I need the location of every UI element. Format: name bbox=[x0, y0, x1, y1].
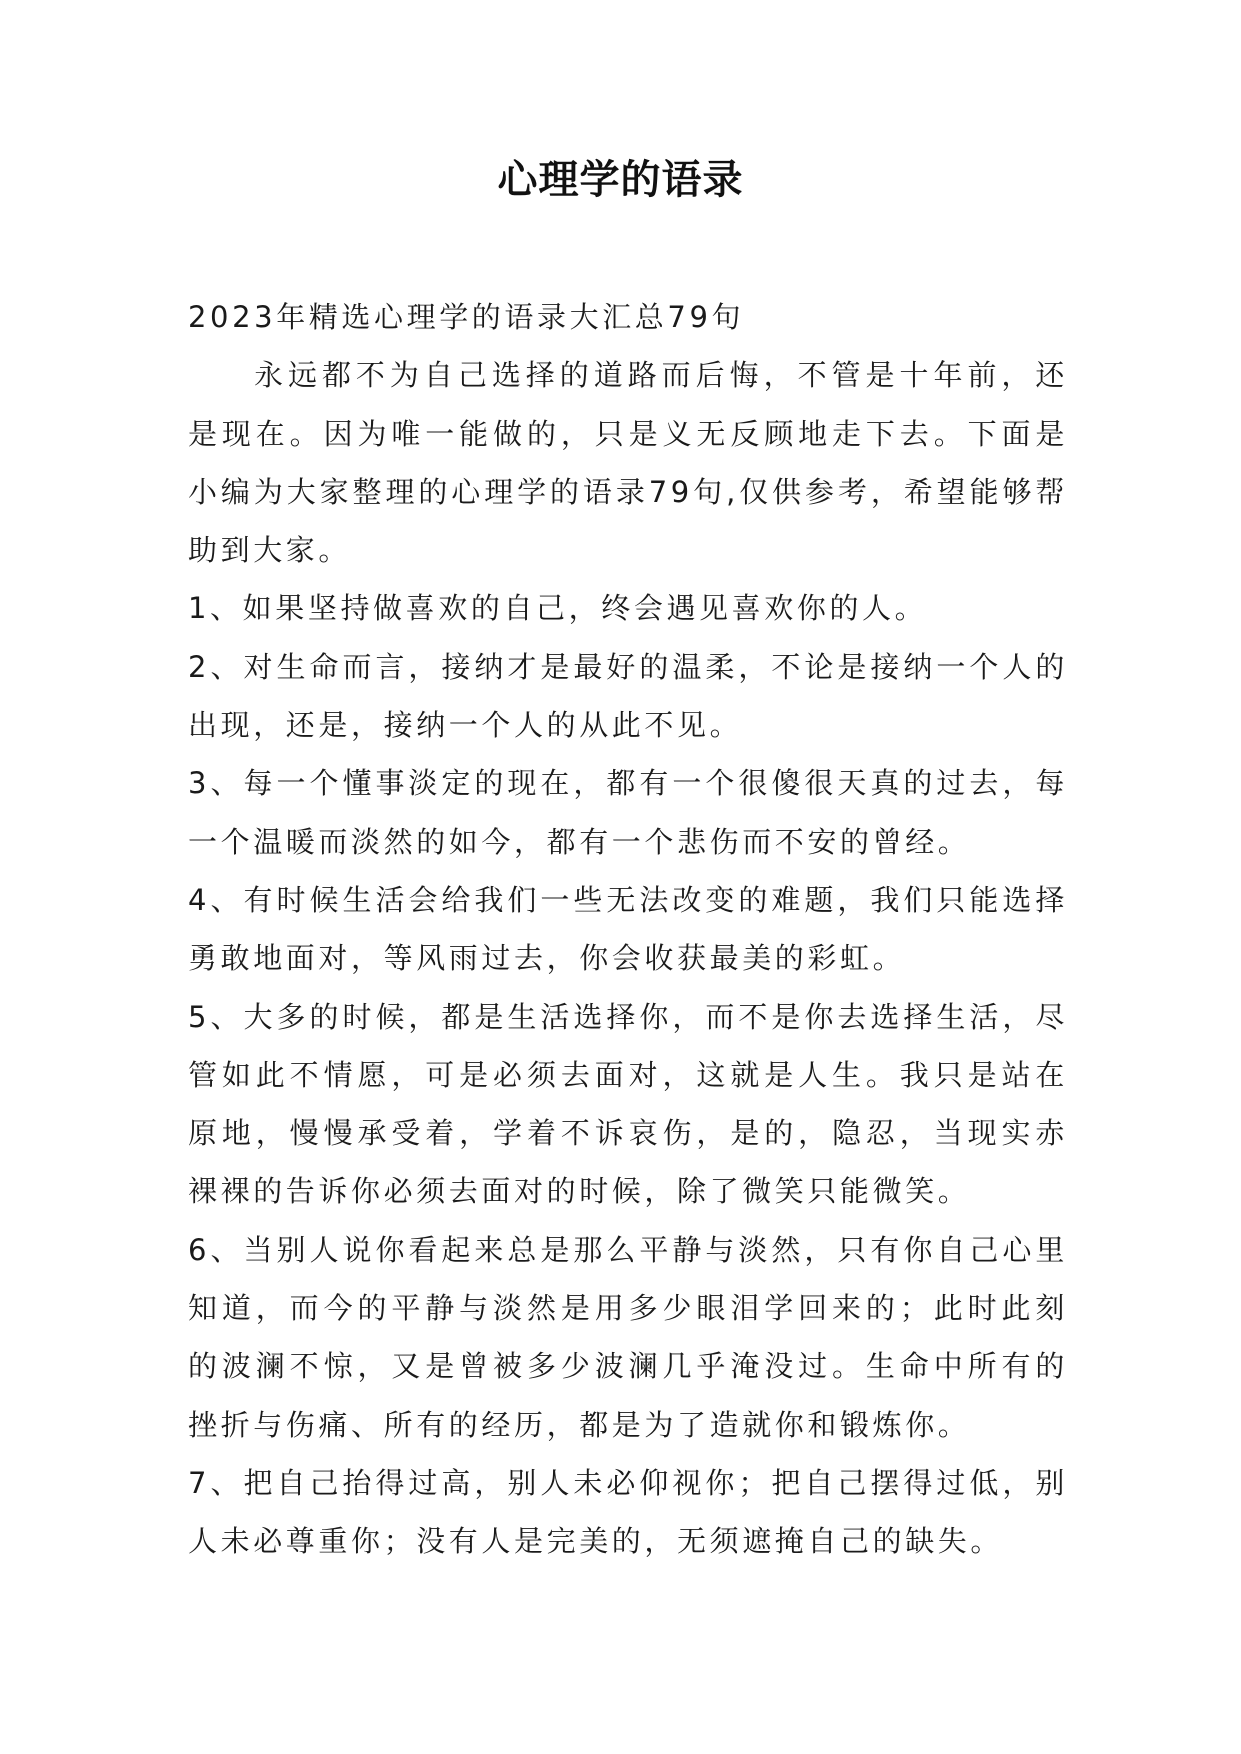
document-title: 心理学的语录 bbox=[497, 156, 744, 203]
quote-item-5: 5、大多的时候，都是生活选择你，而不是你去选择生活，尽管如此不情愿，可是必须去面对，这就是人生。我只是站在原地，慢慢承受着，学着不诉哀伤，是的，隐忍，当现实赤裸裸的告诉你必须去面对的时候，除了微笑只能微笑。 bbox=[188, 999, 1068, 1209]
quote-item-7: 7、把自己抬得过高，别人未必仰视你；把自己摆得过低，别人未必尊重你；没有人是完美的，无须遮掩自己的缺失。 bbox=[188, 1465, 1068, 1559]
document-subtitle: 2023年精选心理学的语录大汇总79句 bbox=[188, 300, 745, 334]
quote-item-1: 1、如果坚持做喜欢的自己，终会遇见喜欢你的人。 bbox=[188, 591, 928, 626]
quote-item-4: 4、有时候生活会给我们一些无法改变的难题，我们只能选择勇敢地面对，等风雨过去，你会收获最美的彩虹。 bbox=[188, 882, 1068, 976]
document-body bbox=[188, 288, 1068, 1571]
quote-item-6: 6、当别人说你看起来总是那么平静与淡然，只有你自己心里知道，而今的平静与淡然是用多少眼泪学回来的；此时此刻的波澜不惊，又是曾被多少波澜几乎淹没过。生命中所有的挫折与伤痛、所有的经历，都是为了造就你和锻炼你。 bbox=[188, 1232, 1068, 1442]
quote-item-3: 3、每一个懂事淡定的现在，都有一个很傻很天真的过去，每一个温暖而淡然的如今，都有一个悲伤而不安的曾经。 bbox=[188, 766, 1068, 859]
quote-item-2: 2、对生命而言，接纳才是最好的温柔，不论是接纳一个人的出现，还是，接纳一个人的从此不见。 bbox=[188, 649, 1068, 743]
intro-paragraph: 永远都不为自己选择的道路而后悔，不管是十年前，还是现在。因为唯一能做的，只是义无反顾地走下去。下面是小编为大家整理的心理学的语录79句,仅供参考，希望能够帮助到大家。 bbox=[188, 358, 1068, 568]
